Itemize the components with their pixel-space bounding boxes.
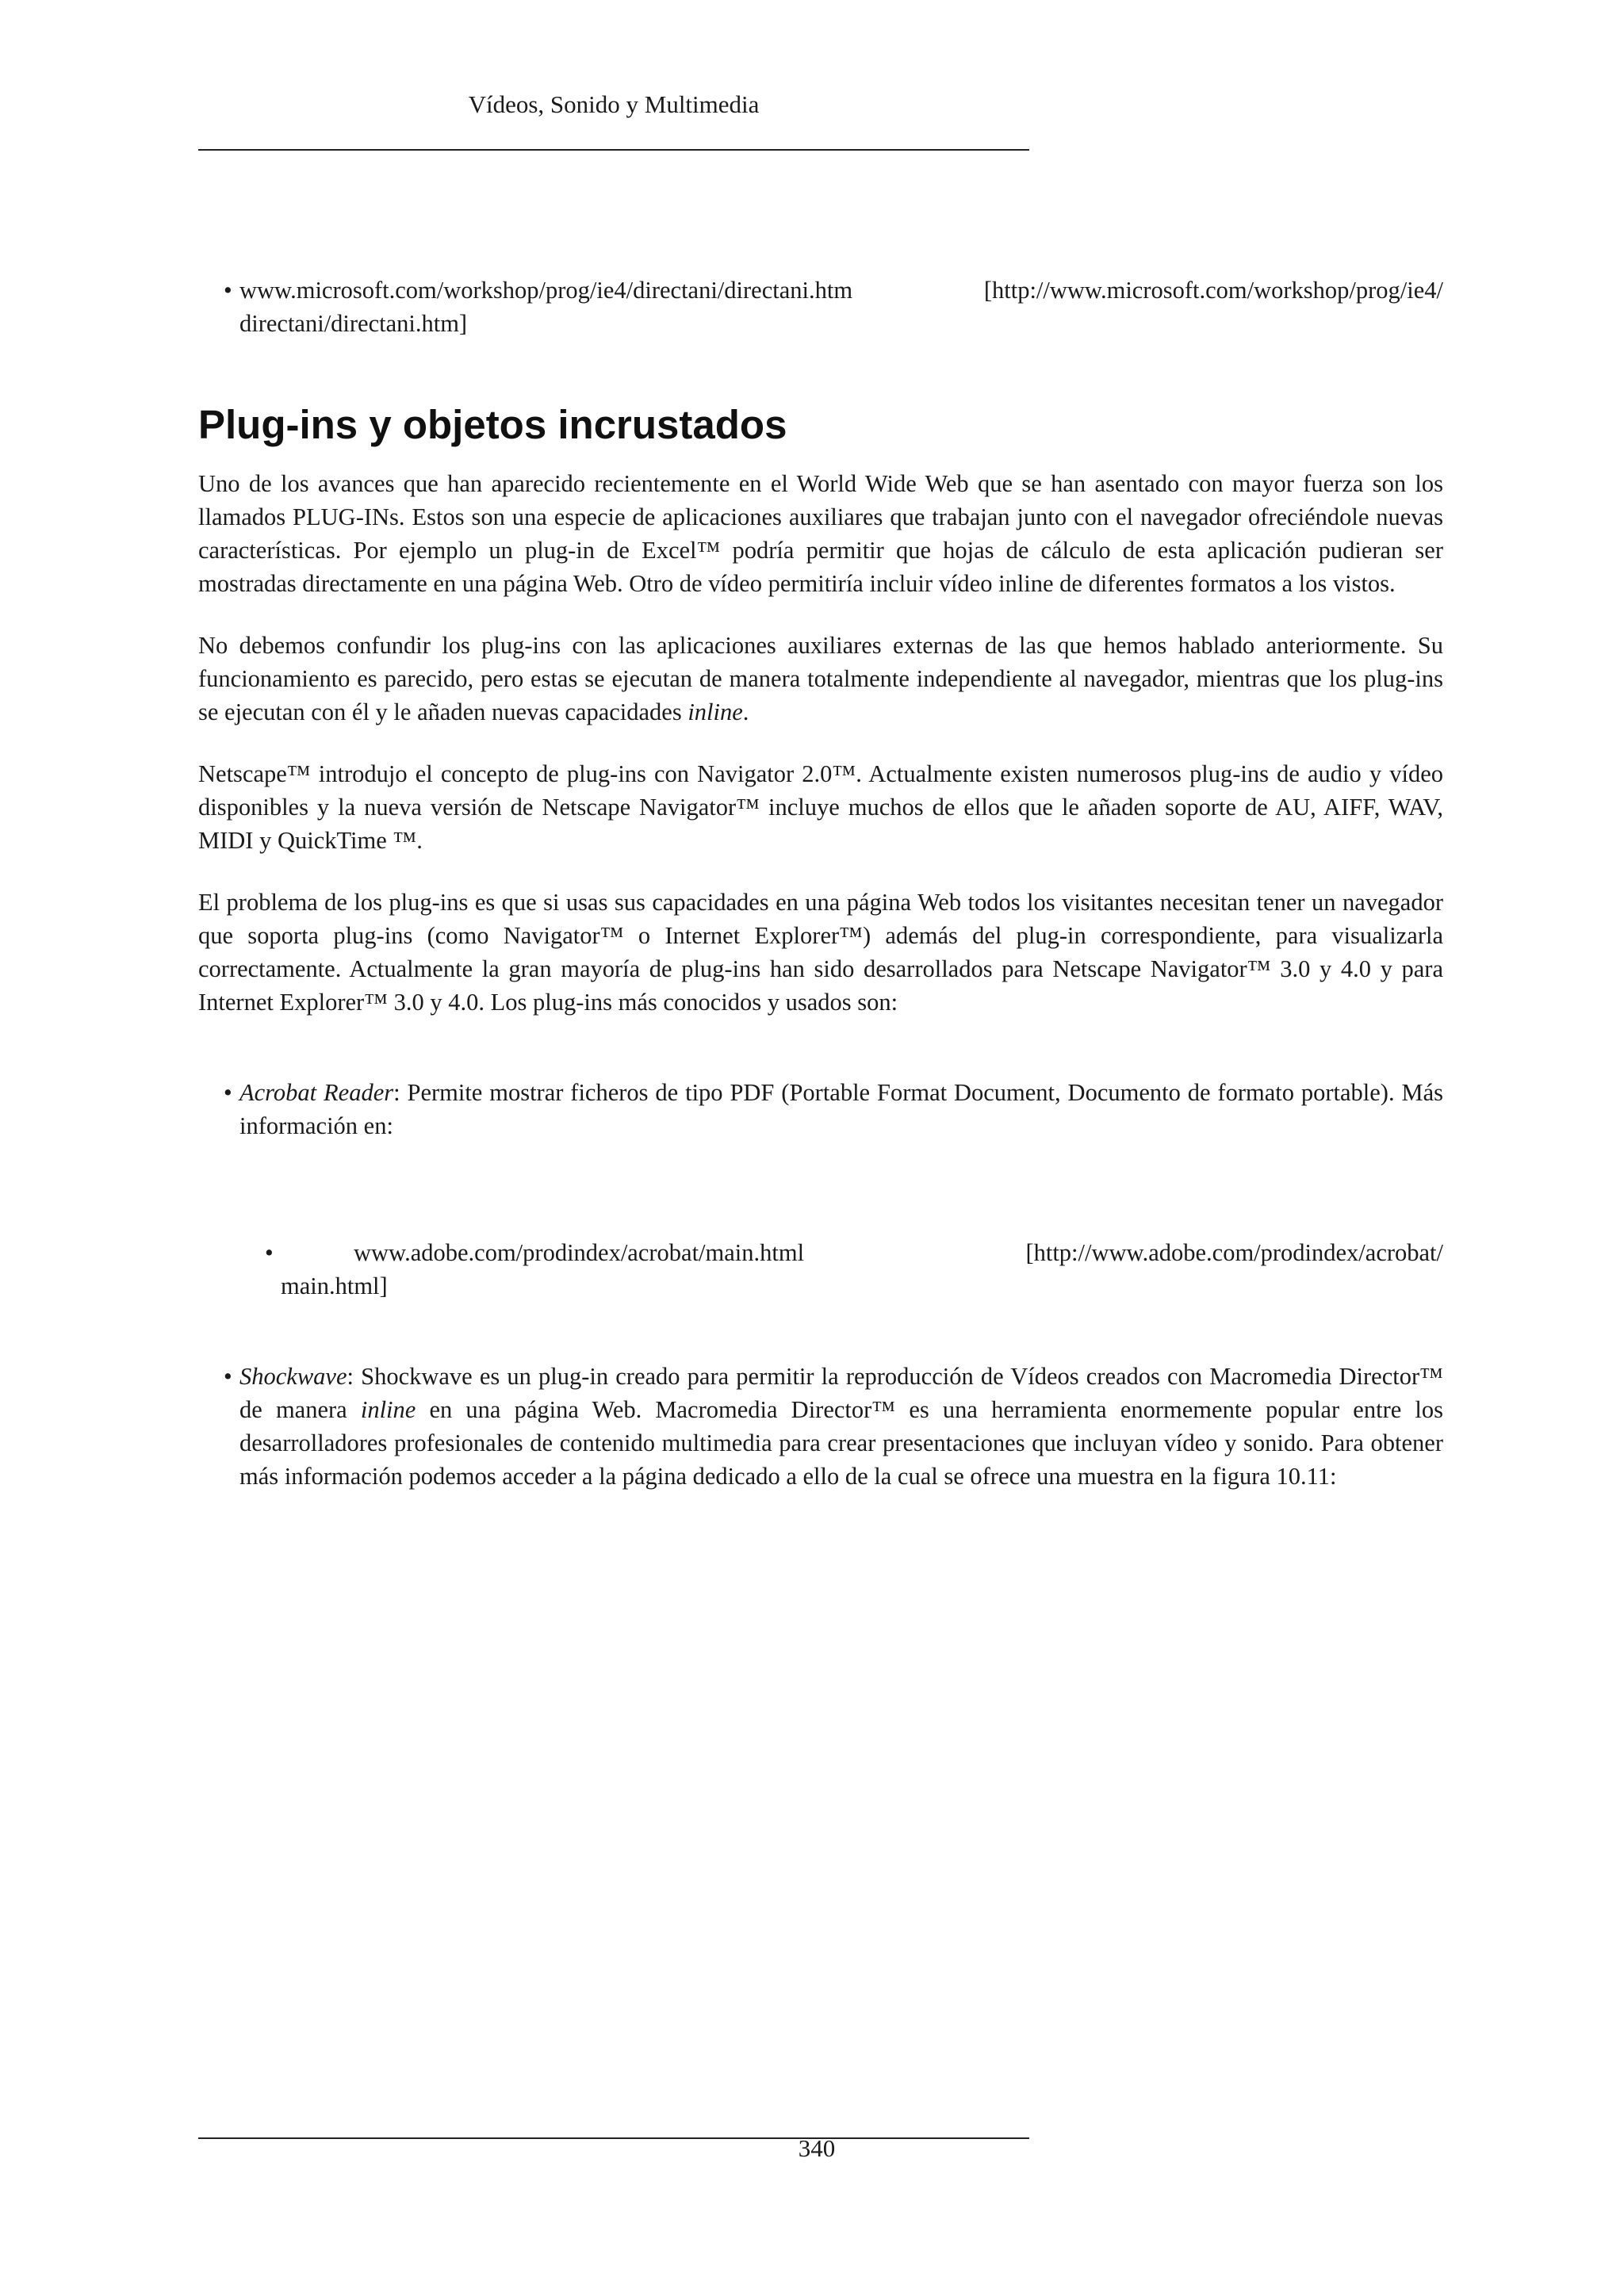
link-href-line1[interactable]: [http://www.microsoft.com/workshop/prog/ie4/	[983, 277, 1443, 304]
list-item-microsoft-url	[198, 274, 1443, 340]
section-title: Plug-ins y objetos incrustados	[198, 402, 787, 447]
paragraph-3: Netscape™ introdujo el concepto de plug-ins con Navigator 2.0™. Actualmente existen numerosos plug-ins de audio y vídeo disponibles y la nueva versión de Netscape Navigator™ incluye muchos de ellos que le añaden soporte de AU, AIFF, WAV, MIDI y QuickTime ™.	[198, 760, 1443, 854]
link-href-line2[interactable]: directani/directani.htm]	[239, 310, 468, 337]
page-number: 340	[798, 2134, 836, 2162]
list-item-acrobat	[198, 1076, 1443, 1142]
paragraph-4: El problema de los plug-ins es que si usas sus capacidades en una página Web todos los visitantes necesitan tener un navegador que soporta plug-ins (como Navigator™ o Internet Explorer™) además del plug-in correspondiente, para visualizarla correctamente. Actualmente la gran mayoría de plug-ins han sido desarrollados para Netscape Navigator™ 3.0 y 4.0 y para Internet Explorer™ 3.0 y 4.0. Los plug-ins más conocidos y usados son:	[198, 889, 1443, 1016]
paragraph-2-end: .	[742, 698, 749, 725]
inline-emphasis: inline	[688, 698, 743, 725]
shockwave-text-a: : Shockwave es un plug-in creado para permitir la reproducción de Vídeos creados con Macromedia Director™ de manera	[239, 1363, 1443, 1423]
term-shockwave: Shockwave	[239, 1363, 347, 1390]
inline-emphasis: inline	[360, 1396, 416, 1423]
link-text[interactable]: www.microsoft.com/workshop/prog/ie4/directani/directani.htm	[239, 277, 853, 304]
list-item-adobe-url	[198, 1236, 1443, 1303]
bullet-glyph: •	[224, 277, 232, 304]
paragraph-1: Uno de los avances que han aparecido recientemente en el World Wide Web que se han asentado con mayor fuerza son los llamados PLUG-INs. Estos son una especie de aplicaciones auxiliares que trabajan junto con el navegador ofreciéndole nuevas características. Por ejemplo un plug-in de Excel™ podría permitir que hojas de cálculo de esta aplicación pudieran ser mostradas directamente en una página Web. Otro de vídeo permitiría incluir vídeo inline de diferentes formatos a los vistos.	[198, 470, 1443, 597]
header-rule	[198, 149, 1029, 151]
link-href-line2[interactable]: main.html]	[281, 1272, 388, 1299]
bullet-glyph: •	[265, 1239, 274, 1266]
term-acrobat-reader: Acrobat Reader	[239, 1079, 394, 1106]
link-href-line1[interactable]: [http://www.adobe.com/prodindex/acrobat/	[1025, 1239, 1443, 1266]
page-content	[198, 274, 1443, 1493]
link-text[interactable]: www.adobe.com/prodindex/acrobat/main.html	[354, 1239, 805, 1266]
url-row	[281, 1236, 1443, 1269]
acrobat-description: : Permite mostrar ficheros de tipo PDF (Portable Format Document, Documento de formato portable). Más información en:	[239, 1079, 1443, 1139]
bullet-glyph: •	[224, 1079, 232, 1106]
running-header: Vídeos, Sonido y Multimedia	[468, 90, 760, 118]
paragraph-2	[198, 629, 1443, 729]
bullet-glyph: •	[224, 1363, 232, 1390]
url-row	[239, 274, 1443, 307]
shockwave-text-b: en una página Web. Macromedia Director™ es una herramienta enormemente popular entre los desarrolladores profesionales de contenido multimedia para crear presentaciones que incluyan vídeo y sonido. Para obtener más información podemos acceder a la página dedicado a ello de la cual se ofrece una muestra en la figura 10.11:	[239, 1396, 1444, 1490]
paragraph-2-text: No debemos confundir los plug-ins con las aplicaciones auxiliares externas de las que hemos hablado anteriormente. Su funcionamiento es parecido, pero estas se ejecutan de manera totalmente independiente al navegador, mientras que los plug-ins se ejecutan con él y le añaden nuevas capacidades	[198, 632, 1443, 725]
list-item-shockwave	[198, 1360, 1443, 1493]
